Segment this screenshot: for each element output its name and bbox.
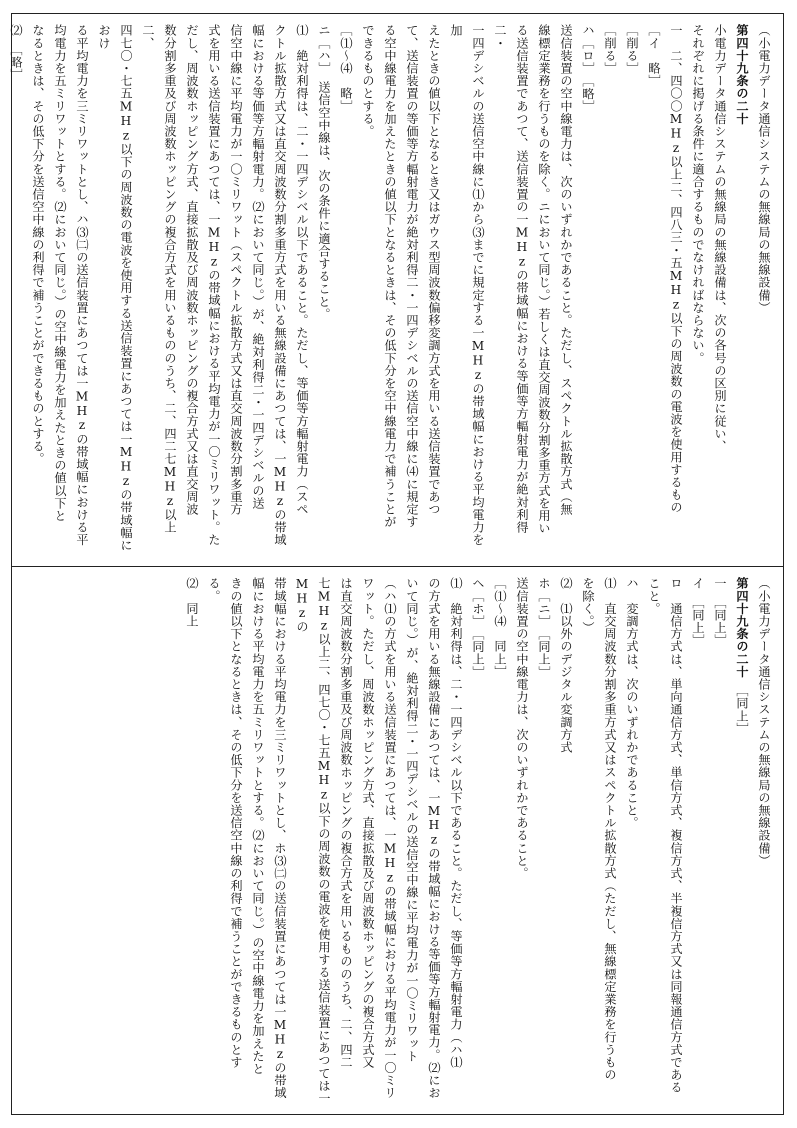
- current-provision-line: 送信装置の空中線電力は、次のいずれかであること。ただし、スペクトル拡散方式（無: [559, 24, 573, 516]
- amended-same-label: ［同上］: [735, 690, 749, 735]
- current-provision-line: 四七〇・七五MHz以下の周波数の電波を使用する送信装置にあつては一MHzの帯域幅におけ: [97, 24, 133, 552]
- amended-provision-line: ワット。ただし、周波数ホッピング方式、直接拡散及び周波数ホッピングの複合方式又: [361, 577, 375, 1069]
- amended-provisions-text: [16, 571, 779, 1111]
- current-provisions-text: [9, 18, 779, 562]
- current-provision-line: だし、周波数ホッピング方式、直接拡散及び周波数ホッピングの複合方式又は直交周波: [185, 24, 199, 516]
- amended-provision-line: 一 ［同上］: [713, 577, 727, 647]
- amended-provision-line: いて同じ。）が、絶対利得二・一四デシベルの送信空中線に平均電力が一〇ミリワット: [405, 577, 419, 1063]
- current-provision-line: ［イ 略］: [647, 24, 661, 87]
- current-provision-line: 一四デシベルの送信空中線に⑴から⑶までに規定する一MHzの帯域幅における平均電力を加: [449, 24, 485, 546]
- amended-provision-line: ⑴ 絶対利得は、二・一四デシベル以下であること。ただし、等価等方輻射電力（ハ⑴: [449, 577, 463, 1069]
- current-provision-line: できるものとする。: [361, 24, 375, 138]
- current-provision-line: 小電力データ通信システムの無線局の無線設備は、次の各号の区別に従い、: [713, 24, 727, 453]
- current-provision-line: ニ［ハ］ 送信空中線は、次の条件に適合すること。: [317, 24, 331, 321]
- current-provision-line: 幅における等価等方輻射電力。⑵において同じ。）が、絶対利得二・一四デシベルの送: [251, 24, 265, 510]
- current-provisions-panel: [9, 18, 779, 562]
- current-provision-line: 信空中線に平均電力が一〇ミリワット（スペクトル拡散方式又は直交周波数分割多重方: [229, 24, 243, 516]
- amended-provision-line: 帯域幅における平均電力を三ミリワットとし、ホ⑶㈡の送信装置にあつては一MHzの帯域: [273, 577, 287, 1099]
- current-provision-line: ⑴ 絶対利得は、二・一四デシベル以下であること。ただし、等価等方輻射電力（スペ: [295, 24, 309, 516]
- current-provision-line: る送信装置であつて、送信装置の一MHzの帯域幅における等価等方輻射電力が絶対利得二・: [493, 24, 529, 534]
- amended-provision-line: る。: [207, 577, 221, 603]
- current-provision-line: 数分割多重及び周波数ホッピングの複合方式を用いるもののうち、二、四二七MHz以上二、: [141, 24, 177, 534]
- current-provision-line: 一 二、四〇〇MHz以上二、四八三・五MHz以下の周波数の電波を使用するもの: [669, 24, 683, 514]
- amended-provision-line: ⑴ 直交周波数分割多重方式又はスペクトル拡散方式（ただし、無線標定業務を行うもの: [603, 577, 617, 1081]
- amended-caption: （小電力データ通信システムの無線局の無線設備）: [757, 577, 771, 867]
- current-provision-line: なるときは、その低下分を送信空中線の利得で補うことができるものとする。: [31, 24, 45, 465]
- amended-provision-line: は直交周波数分割多重及び周波数ホッピングの複合方式を用いるもののうち、二、四二: [339, 577, 353, 1069]
- amended-provision-line: 送信装置の空中線電力は、次のいずれかであること。: [515, 577, 529, 880]
- current-provision-line: る空中線電力を加えたときの値以下となるときは、その低下分を空中線電力で補うことが: [383, 24, 397, 528]
- current-provision-line: ハ［ロ］ ［略］: [581, 24, 595, 113]
- amended-provision-line: ヘ［ホ］ ［同上］: [471, 577, 485, 679]
- amended-provision-line: ⑵ 同上: [185, 577, 199, 628]
- current-provision-line: る平均電力を三ミリワットとし、ハ⑶㈡の送信装置にあつては一MHzの帯域幅における平: [75, 24, 89, 546]
- current-caption: （小電力データ通信システムの無線局の無線設備）: [757, 24, 771, 314]
- current-provision-line: 均電力を五ミリワットとする。⑵において同じ。）の空中線電力を加えたときの値以下と: [53, 24, 67, 522]
- amended-provision-line: の方式を用いる無線設備にあつては、一MHzの帯域幅における等価等方輻射電力。⑵にお: [427, 577, 441, 1099]
- amended-provision-line: （ハ⑴の方式を用いる送信装置にあつては、一MHzの帯域幅における平均電力が一〇ミリ: [383, 577, 397, 1099]
- current-provision-line: て、送信装置の等価等方輻射電力が絶対利得二・一四デシベルの送信空中線に⑷に規定す: [405, 24, 419, 528]
- amended-article-line: [731, 577, 753, 1105]
- amended-article-heading: 第四十九条の二十: [735, 577, 749, 678]
- amended-provision-line: こと。: [647, 577, 661, 615]
- current-provision-line: ［⑴～⑷ 略］: [339, 24, 353, 113]
- amended-provisions-panel: [16, 571, 779, 1111]
- section-divider: [11, 566, 784, 567]
- current-provision-line: それぞれに掲げる条件に適合するものでなければならない。: [691, 24, 705, 365]
- amended-provision-line: を除く。）: [581, 577, 595, 634]
- amended-provision-line: ホ［ニ］ ［同上］: [537, 577, 551, 679]
- current-provision-line: ［削る］: [603, 24, 617, 75]
- current-provision-line: クトル拡散方式又は直交周波数分割多重方式を用いる無線設備にあつては、一MHzの帯域: [273, 24, 287, 546]
- amended-provision-line: きの値以下となるときは、その低下分を送信空中線の利得で補うことができるものとす: [229, 577, 243, 1069]
- amended-provision-line: ⑵ ⑴以外のデジタル変調方式: [559, 577, 573, 754]
- current-article-heading: 第四十九条の二十: [735, 24, 749, 125]
- current-provision-line: ⑵ ［略］: [9, 24, 23, 81]
- amended-provision-line: イ ［同上］: [691, 577, 705, 647]
- current-provision-line: えたときの値以下となるとき又はガウス型周波数偏移変調方式を用いる送信装置であつ: [427, 24, 441, 516]
- amended-provision-line: 幅における平均電力を五ミリワットとする。⑵において同じ。）の空中線電力を加えたと: [251, 577, 265, 1075]
- amended-provision-line: ロ 通信方式は、単向通信方式、単信方式、複信方式、半複信方式又は同報通信方式である: [669, 577, 683, 1094]
- current-provision-line: 線標定業務を行うものを除く。ニにおいて同じ。）若しくは直交周波数分割多重方式を用い: [537, 24, 551, 535]
- current-provision-line: ［削る］: [625, 24, 639, 75]
- amended-provision-line: ハ 変調方式は、次のいずれかであること。: [625, 577, 639, 829]
- amended-provision-line: ［⑴～⑷ 同上］: [493, 577, 507, 678]
- current-provision-line: 式を用いる送信装置にあつては、一MHzの帯域幅における平均電力が一〇ミリワット。た: [207, 24, 221, 546]
- amended-provision-line: 七MHz以上二、四七〇・七五MHz以下の周波数の電波を使用する送信装置にあつては一MHzの: [295, 577, 331, 1105]
